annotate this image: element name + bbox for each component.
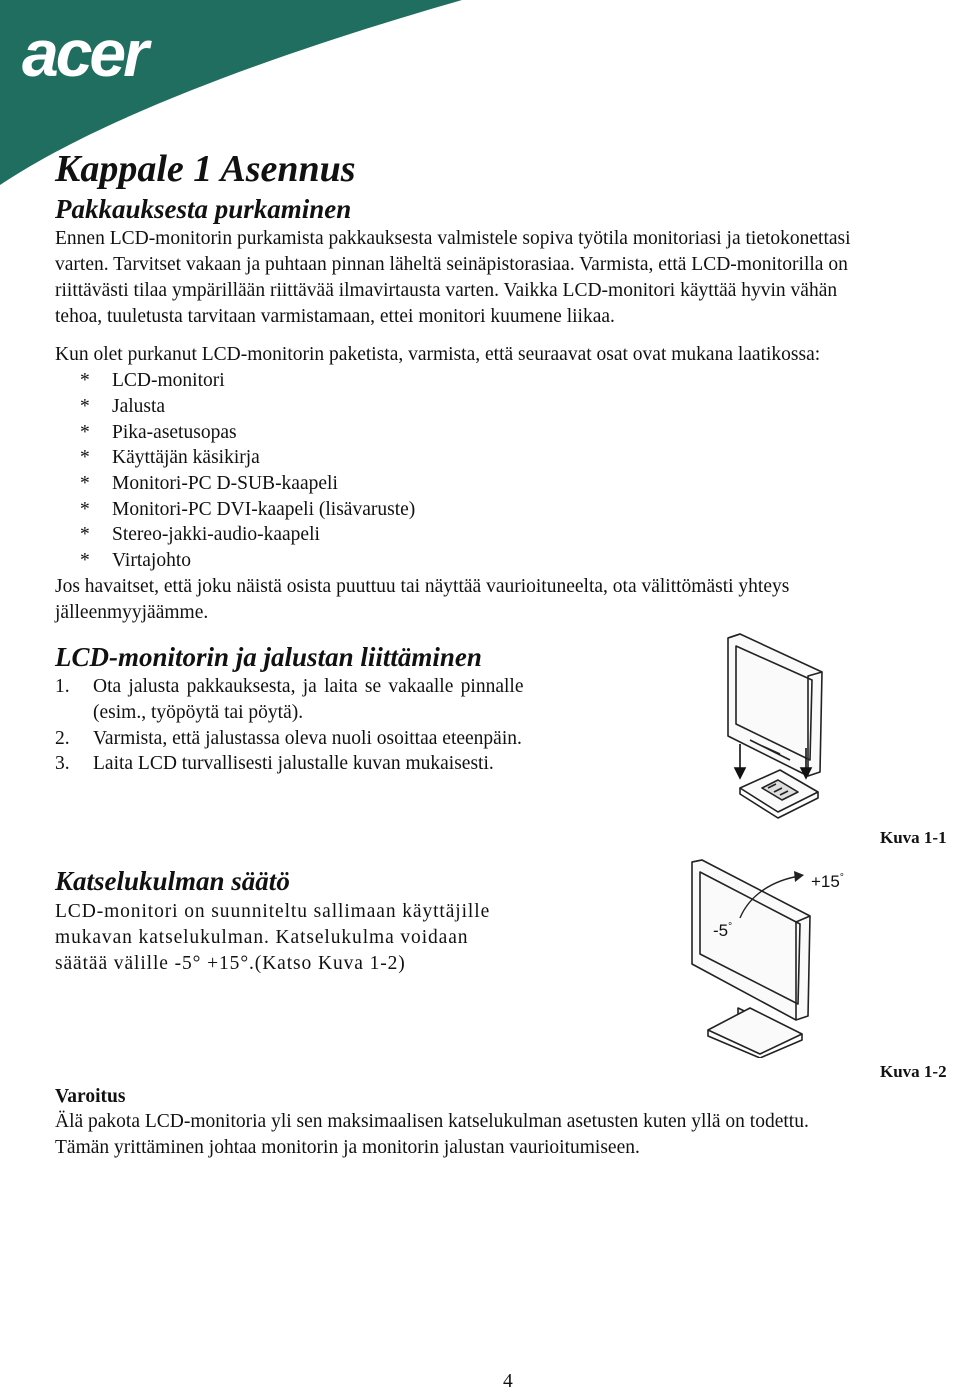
bullet: *: [80, 396, 90, 417]
viewing-heading: Katselukulman säätö: [55, 866, 290, 896]
intro-line: Ennen LCD-monitorin purkamista pakkauksesta valmistele sopiva työtila monitoriasi ja tietokonettasi: [55, 228, 851, 249]
step-text: Laita LCD turvallisesti jalustalle kuvan mukaisesti.: [93, 753, 494, 774]
unpacking-heading: Pakkauksesta purkaminen: [55, 194, 352, 224]
step-number: 1.: [55, 676, 70, 697]
list-item: Jalusta: [112, 396, 166, 417]
bullet: *: [80, 422, 90, 443]
bullet: *: [80, 499, 90, 520]
viewing-text: LCD-monitori on suunniteltu sallimaan käyttäjille: [55, 901, 491, 922]
bullet: *: [80, 447, 90, 468]
bullet: *: [80, 524, 90, 545]
viewing-text: säätää välille -5° +15°.(Katso Kuva 1-2): [55, 953, 406, 974]
intro-line: tehoa, tuuletusta tarvitaan varmistamaan, ettei monitori kuumene liikaa.: [55, 306, 615, 327]
bullet: *: [80, 370, 90, 391]
tilt-angle-illustration: [688, 858, 818, 1058]
bullet: *: [80, 550, 90, 571]
figure-caption-1-2: Kuva 1-2: [880, 1062, 947, 1081]
list-item: Monitori-PC DVI-kaapeli (lisävaruste): [112, 499, 416, 520]
bullet: *: [80, 473, 90, 494]
list-item: Pika-asetusopas: [112, 422, 237, 443]
angle-minus-label: -5°: [713, 921, 733, 940]
step-text: Varmista, että jalustassa oleva nuoli osoittaa eteenpäin.: [93, 728, 522, 749]
chapter-title: Kappale 1 Asennus: [55, 148, 356, 190]
intro-line: varten. Tarvitset vakaan ja puhtaan pinnan läheltä seinäpistorasiaa. Varmista, että LCD-monitorilla on: [55, 254, 848, 275]
intro-line: riittävästi tilaa ympärillään riittävää ilmavirtausta varten. Vaikka LCD-monitori käyttää hyvin vähän: [55, 280, 838, 301]
warning-text: Älä pakota LCD-monitoria yli sen maksimaalisen katselukulman asetusten kuten yllä on todettu.: [55, 1111, 809, 1132]
angle-plus-label: +15°: [811, 872, 844, 891]
list-item: Käyttäjän käsikirja: [112, 447, 260, 468]
list-item: LCD-monitori: [112, 370, 225, 391]
step-text: (esim., työpöytä tai pöytä).: [93, 702, 304, 723]
step-text: Ota jalusta pakkauksesta, ja laita se vakaalle pinnalle: [93, 676, 524, 697]
monitor-stand-illustration: [720, 632, 830, 822]
list-intro: Kun olet purkanut LCD-monitorin paketista, varmista, että seuraavat osat ovat mukana laatikossa:: [55, 344, 821, 365]
outro-line: jälleenmyyjäämme.: [55, 602, 209, 623]
warning-text: Tämän yrittäminen johtaa monitorin ja monitorin jalustan vaurioitumiseen.: [55, 1137, 640, 1158]
step-number: 2.: [55, 728, 70, 749]
attach-heading: LCD-monitorin ja jalustan liittäminen: [55, 642, 482, 672]
step-number: 3.: [55, 753, 70, 774]
page-number: 4: [503, 1371, 513, 1392]
figure-caption-1-1: Kuva 1-1: [880, 828, 947, 847]
list-item: Stereo-jakki-audio-kaapeli: [112, 524, 320, 545]
acer-logo: acer: [22, 16, 146, 90]
list-item: Monitori-PC D-SUB-kaapeli: [112, 473, 338, 494]
warning-title: Varoitus: [55, 1086, 126, 1107]
list-item: Virtajohto: [112, 550, 191, 571]
viewing-text: mukavan katselukulman. Katselukulma voidaan: [55, 927, 469, 948]
outro-line: Jos havaitset, että joku näistä osista puuttuu tai näyttää vaurioituneelta, ota välittömästi yhteys: [55, 576, 790, 597]
